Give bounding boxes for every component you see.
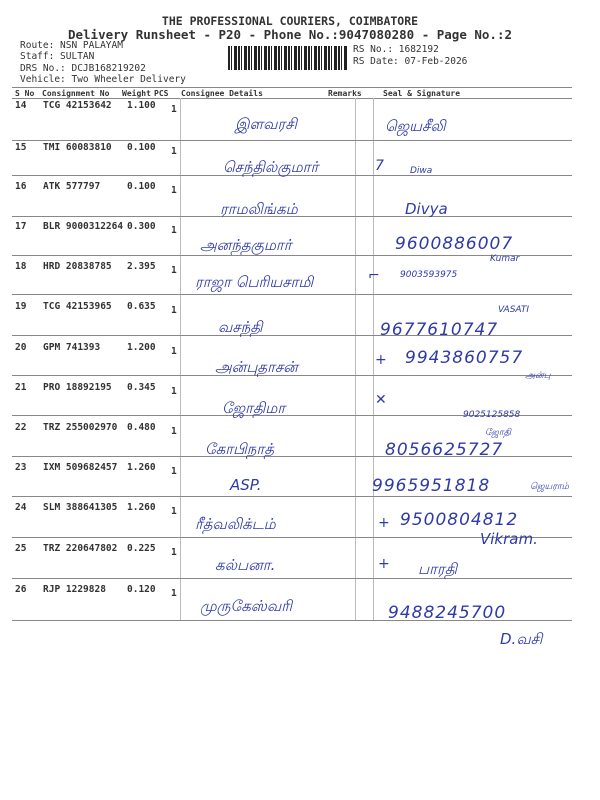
- handwritten-signature: Divya: [405, 200, 448, 218]
- row-weight: 1.100: [127, 100, 156, 111]
- row-border: [12, 140, 572, 141]
- row-consignment: HRD 20838785: [43, 261, 112, 272]
- handwritten-consignee: ஜோதிமா: [222, 399, 286, 417]
- handwritten-signature: பாரதி: [418, 560, 458, 578]
- col-consignment: Consignment No: [42, 89, 110, 98]
- row-pcs: 1: [171, 506, 177, 517]
- row-pcs: 1: [171, 265, 177, 276]
- row-weight: 0.300: [127, 221, 156, 232]
- handwritten-note: அன்பு: [525, 371, 551, 381]
- handwritten-phone: 8056625727: [385, 440, 504, 460]
- barcode-image: [228, 46, 348, 70]
- row-pcs: 1: [171, 225, 177, 236]
- handwritten-consignee: இளவரசி: [235, 115, 297, 133]
- row-consignment: TMI 60083810: [43, 142, 112, 153]
- remark-mark: +: [375, 352, 387, 368]
- handwritten-phone: 9003593975: [400, 270, 458, 280]
- staff-label: Staff: SULTAN: [20, 51, 95, 62]
- handwritten-consignee: கல்பனா.: [215, 556, 276, 574]
- handwritten-consignee: அனந்தகுமார்: [200, 236, 292, 254]
- col-consignee: Consignee Details: [181, 89, 263, 98]
- row-weight: 1.260: [127, 502, 156, 513]
- row-weight: 0.225: [127, 543, 156, 554]
- row-consignment: SLM 388641305: [43, 502, 118, 513]
- row-consignment: PRO 18892195: [43, 382, 112, 393]
- row-sno: 16: [15, 181, 27, 192]
- row-border: [12, 496, 572, 497]
- row-weight: 0.120: [127, 584, 156, 595]
- remark-mark: ✕: [375, 392, 387, 408]
- remark-mark: +: [378, 556, 390, 572]
- col-sno: S No: [15, 89, 35, 98]
- col-remarks: Remarks: [328, 89, 362, 98]
- row-consignment: IXM 509682457: [43, 462, 118, 473]
- rs-date: RS Date: 07-Feb-2026: [353, 56, 468, 67]
- row-sno: 25: [15, 543, 27, 554]
- table-header-border: [12, 98, 572, 99]
- row-border: [12, 294, 572, 295]
- row-pcs: 1: [171, 547, 177, 558]
- row-pcs: 1: [171, 466, 177, 477]
- handwritten-signature: ஜெயசீலி: [385, 117, 446, 135]
- row-pcs: 1: [171, 588, 177, 599]
- handwritten-note: Kumar: [490, 254, 520, 264]
- handwritten-consignee: ராஜா பெரியசாமி: [195, 273, 314, 291]
- col-pcs: PCS: [154, 89, 169, 98]
- rs-number: RS No.: 1682192: [353, 44, 439, 55]
- row-consignment: TRZ 220647802: [43, 543, 118, 554]
- row-consignment: TCG 42153642: [43, 100, 112, 111]
- row-pcs: 1: [171, 146, 177, 157]
- row-pcs: 1: [171, 346, 177, 357]
- handwritten-phone: 9025125858: [463, 410, 521, 420]
- handwritten-phone: 9600886007: [395, 234, 514, 254]
- row-consignment: RJP 1229828: [43, 584, 106, 595]
- handwritten-consignee: அன்புதாசன்: [215, 358, 298, 376]
- row-sno: 18: [15, 261, 27, 272]
- handwritten-phone: 9677610747: [380, 320, 499, 340]
- row-border: [12, 578, 572, 579]
- row-sno: 23: [15, 462, 27, 473]
- row-consignment: BLR 9000312264: [43, 221, 124, 232]
- row-weight: 0.480: [127, 422, 156, 433]
- row-consignment: TCG 42153965: [43, 301, 112, 312]
- remark-mark: ⌐: [368, 268, 380, 284]
- table-top-border: [12, 87, 572, 88]
- handwritten-consignee: கோபிநாத்: [205, 440, 274, 458]
- handwritten-consignee: வசந்தி: [218, 318, 263, 336]
- row-sno: 21: [15, 382, 27, 393]
- row-sno: 14: [15, 100, 27, 111]
- row-sno: 22: [15, 422, 27, 433]
- row-sno: 15: [15, 142, 27, 153]
- row-sno: 24: [15, 502, 27, 513]
- row-pcs: 1: [171, 426, 177, 437]
- handwritten-signature: Diwa: [410, 166, 433, 176]
- handwritten-phone: 9943860757: [405, 348, 524, 368]
- row-sno: 20: [15, 342, 27, 353]
- company-title: THE PROFESSIONAL COURIERS, COIMBATORE: [161, 14, 419, 28]
- handwritten-phone: 9965951818: [372, 476, 491, 496]
- handwritten-note: VASATI: [498, 305, 530, 315]
- row-weight: 1.200: [127, 342, 156, 353]
- col-weight: Weight: [122, 89, 151, 98]
- handwritten-consignee: ரீத்வலிக்டம்: [195, 515, 276, 533]
- row-pcs: 1: [171, 386, 177, 397]
- row-pcs: 1: [171, 185, 177, 196]
- handwritten-note: D.வசி: [500, 630, 543, 648]
- row-consignment: TRZ 255002970: [43, 422, 118, 433]
- handwritten-consignee: முருகேஸ்வரி: [200, 597, 293, 615]
- row-weight: 1.260: [127, 462, 156, 473]
- row-sno: 26: [15, 584, 27, 595]
- remark-mark: +: [378, 515, 390, 531]
- row-border: [12, 255, 572, 256]
- row-sno: 19: [15, 301, 27, 312]
- handwritten-note: ஜோதி: [485, 428, 511, 438]
- row-consignment: GPM 741393: [43, 342, 101, 353]
- remark-mark: 7: [375, 158, 384, 174]
- handwritten-consignee: ராமலிங்கம்: [220, 200, 298, 218]
- row-pcs: 1: [171, 104, 177, 115]
- row-weight: 0.345: [127, 382, 156, 393]
- row-weight: 0.100: [127, 181, 156, 192]
- handwritten-consignee: ASP.: [230, 476, 262, 494]
- row-sno: 17: [15, 221, 27, 232]
- row-weight: 0.635: [127, 301, 156, 312]
- handwritten-note: Vikram.: [480, 530, 538, 548]
- vehicle-label: Vehicle: Two Wheeler Delivery: [20, 74, 186, 85]
- handwritten-consignee: செந்தில்குமார்: [223, 158, 319, 176]
- handwritten-note: ஜெயராம்: [530, 482, 569, 492]
- runsheet-subtitle: Delivery Runsheet - P20 - Phone No.:9047080280 - Page No.:2: [67, 27, 512, 42]
- row-consignment: ATK 577797: [43, 181, 101, 192]
- row-pcs: 1: [171, 305, 177, 316]
- col-seal: Seal & Signature: [383, 89, 461, 98]
- row-weight: 2.395: [127, 261, 156, 272]
- drs-number: DRS No.: DCJB168219202: [20, 63, 146, 74]
- row-weight: 0.100: [127, 142, 156, 153]
- handwritten-phone: 9488245700: [388, 603, 507, 623]
- route-label: Route: NSN PALAYAM: [20, 40, 123, 51]
- handwritten-phone: 9500804812: [400, 510, 519, 530]
